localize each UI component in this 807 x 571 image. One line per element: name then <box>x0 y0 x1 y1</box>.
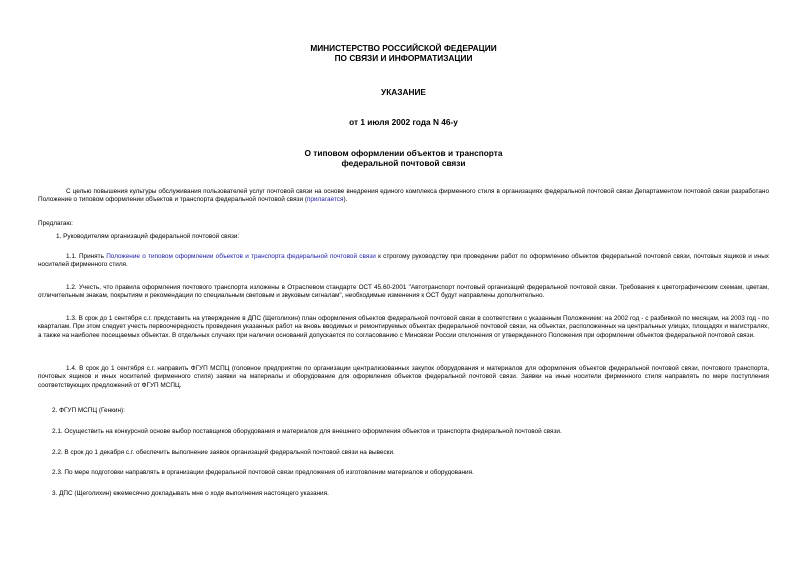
paragraph-1-1 <box>38 253 769 270</box>
subject-line-2: федеральной почтовой связи <box>341 157 466 168</box>
paragraph-1-1-start: 1.1. Принять <box>66 253 107 260</box>
paragraph-3: 3. ДПС (Щеголихин) ежемесячно докладывать мне о ходе выполнения настоящего указания. <box>52 490 329 497</box>
ministry-heading <box>38 44 769 63</box>
ministry-line-2: ПО СВЯЗИ И ИНФОРМАТИЗАЦИИ <box>334 52 473 63</box>
paragraph-2-1: 2.1. Осуществить на конкурсной основе выбор поставщиков оборудования и материалов для внешнего оформления объектов и транспорта федеральной почтовой связи. <box>52 428 562 435</box>
paragraph-2: 2. ФГУП МСПЦ (Генкин): <box>52 407 125 414</box>
paragraph-1-2: 1.2. Учесть, что правила оформления почтового транспорта изложены в Отраслевом стандарте ОСТ 45.60-2001 "Автотранспорт почтовый организаций федеральной почтовой связи. Требования к цветографическим схемам, цветам, отличительным знакам, покрытиям и рекомендации по специальным световым и звуковым сигналам", необходимые изменения к ОСТ будут направлены дополнительно. <box>38 284 769 300</box>
document-subject-heading <box>38 149 769 168</box>
ministry-line-1: МИНИСТЕРСТВО РОССИЙСКОЙ ФЕДЕРАЦИИ <box>310 43 497 53</box>
document-type-heading: УКАЗАНИЕ <box>381 87 426 97</box>
subject-line-1: О типовом оформлении объектов и транспорта <box>304 148 503 158</box>
paragraph-1-3: 1.3. В срок до 1 сентября с.г. представить на утверждение в ДПС (Щеголихин) план оформления объектов федеральной почтовой связи в соответствии с указанным Положением: на 2002 год - с разбивкой по месяцам, на 2003 год - по кварталам. При этом следует учесть первоочередность проведения указанных работ на вновь вводимых и ремонтируемых объектах федеральной почтовой связи, на объектах, расположенных на центральных улицах, площадях и магистралях, а также на наиболее посещаемых объектах. В отдельных случаях при наличии оснований допускается по согласованию с Минсвязи России отклонения от утвержденного Положения при оформлении объектов федеральной почтовой связи. <box>38 315 769 339</box>
propose-label: Предлагаю: <box>38 220 73 227</box>
paragraph-2-2: 2.2. В срок до 1 декабря с.г. обеспечить выполнение заявок организаций федеральной почтовой связи на вывески. <box>52 449 395 456</box>
intro-appendix-link[interactable]: прилагается <box>306 196 344 204</box>
intro-paragraph <box>38 188 769 205</box>
paragraph-1: 1. Руководителям организаций федеральной почтовой связи: <box>56 233 240 240</box>
paragraph-1-4: 1.4. В срок до 1 сентября с.г. направить ФГУП МСПЦ (головное предприятие по организации централизованных закупок оборудования и материалов для оформления объектов федеральной почтовой связи, почтового транспорта, почтовых ящиков и иных носителей фирменного стиля) заявки на материалы и оборудование для оформления объектов федеральной почтовой связи. Заявки на иные носители фирменного стиля направлять по мере поступления соответствующих предложений от ФГУП МСПЦ. <box>38 365 769 389</box>
document-date-number: от 1 июля 2002 года N 46-у <box>349 117 458 127</box>
intro-text-end: ). <box>343 196 348 204</box>
intro-text: С целью повышения культуры обслуживания пользователей услуг почтовой связи на основе внедрения единого комплекса фирменного стиля в организациях федеральной почтовой связи Департаментом почтовой связи разработано Положение о типовом оформлении объектов и транспорта федеральной почтовой связи ( <box>38 188 769 204</box>
paragraph-2-3: 2.3. По мере подготовки направлять в организации федеральной почтовой связи предложения об изготовлении материалов и оборудования. <box>52 469 474 476</box>
paragraph-1-1-end: к строгому руководству при проведении работ по оформлению объектов федеральной почтовой связи, почтовых ящиков и иных носителей фирменного стиля. <box>38 253 769 269</box>
regulation-link[interactable]: Положение о типовом оформлении объектов и транспорта федеральной почтовой связи <box>106 253 376 260</box>
